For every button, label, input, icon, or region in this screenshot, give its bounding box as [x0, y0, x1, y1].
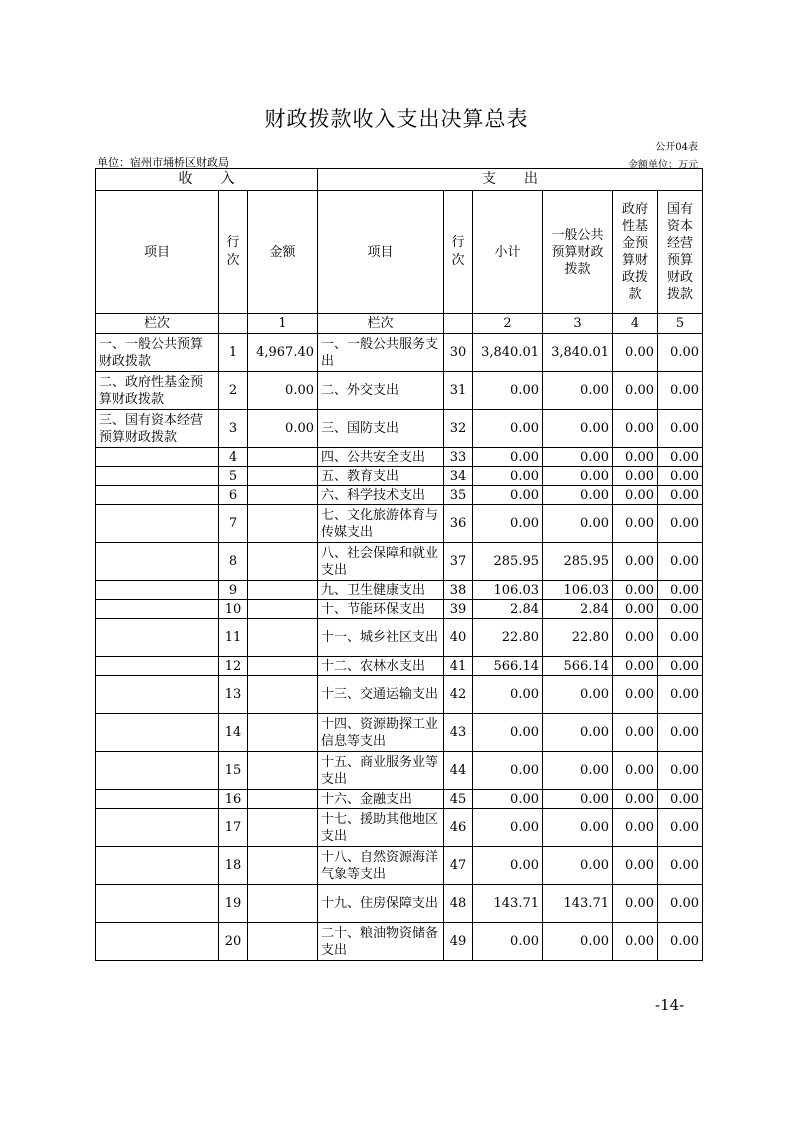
- expense-item: 十四、资源勘探工业信息等支出: [318, 714, 444, 752]
- income-line: 14: [219, 714, 248, 752]
- expense-line: 35: [444, 486, 473, 505]
- income-line: 12: [219, 657, 248, 676]
- expense-line-header: 行次: [444, 191, 473, 314]
- table-row: [96, 657, 703, 676]
- general-value: 0.00: [543, 410, 613, 448]
- expense-line: 33: [444, 448, 473, 467]
- income-item: [96, 809, 219, 847]
- income-item: [96, 752, 219, 790]
- income-line: 3: [219, 410, 248, 448]
- subtotal-value: 2.84: [473, 600, 543, 619]
- expense-item: 十一、城乡社区支出: [318, 619, 444, 657]
- income-amount: [248, 676, 318, 714]
- income-line: 6: [219, 486, 248, 505]
- income-line: 20: [219, 923, 248, 961]
- expense-item: 十五、商业服务业等支出: [318, 752, 444, 790]
- expense-line: 47: [444, 847, 473, 885]
- general-value: 0.00: [543, 923, 613, 961]
- income-line: 7: [219, 505, 248, 543]
- income-item: [96, 486, 219, 505]
- state-value: 0.00: [658, 923, 703, 961]
- subtotal-value: 0.00: [473, 809, 543, 847]
- general-value: 0.00: [543, 448, 613, 467]
- income-amount: [248, 885, 318, 923]
- fund-value: 0.00: [613, 923, 658, 961]
- state-value: 0.00: [658, 619, 703, 657]
- expense-item: 二、外交支出: [318, 372, 444, 410]
- income-item: [96, 619, 219, 657]
- income-amount: [248, 486, 318, 505]
- state-value: 0.00: [658, 657, 703, 676]
- subtotal-value: 0.00: [473, 505, 543, 543]
- general-value: 566.14: [543, 657, 613, 676]
- general-value: 0.00: [543, 809, 613, 847]
- income-amount: [248, 619, 318, 657]
- expense-line: 48: [444, 885, 473, 923]
- income-amount: [248, 714, 318, 752]
- table-row: [96, 543, 703, 581]
- general-budget-header: 一般公共预算财政拨款: [543, 191, 613, 314]
- subtotal-value: 0.00: [473, 847, 543, 885]
- subtotal-value: 0.00: [473, 467, 543, 486]
- state-value: 0.00: [658, 600, 703, 619]
- income-item: 三、国有资本经营预算财政拨款: [96, 410, 219, 448]
- state-value: 0.00: [658, 676, 703, 714]
- expense-item: 十七、援助其他地区支出: [318, 809, 444, 847]
- expense-item-header: 项目: [318, 191, 444, 314]
- expense-line: 34: [444, 467, 473, 486]
- income-item: [96, 467, 219, 486]
- state-value: 0.00: [658, 847, 703, 885]
- income-item: [96, 790, 219, 809]
- state-value: 0.00: [658, 505, 703, 543]
- state-capital-header: 国有资本经营预算财政拨款: [658, 191, 703, 314]
- expense-line: 43: [444, 714, 473, 752]
- table-row: [96, 372, 703, 410]
- subtotal-value: 0.00: [473, 372, 543, 410]
- income-line: 17: [219, 809, 248, 847]
- expense-line: 42: [444, 676, 473, 714]
- general-value: 106.03: [543, 581, 613, 600]
- income-amount: [248, 752, 318, 790]
- state-value: 0.00: [658, 790, 703, 809]
- income-line: 11: [219, 619, 248, 657]
- income-line: 16: [219, 790, 248, 809]
- expense-line: 39: [444, 600, 473, 619]
- fund-value: 0.00: [613, 676, 658, 714]
- table-row: [96, 600, 703, 619]
- subtotal-header: 小计: [473, 191, 543, 314]
- general-value: 143.71: [543, 885, 613, 923]
- expense-item: 十二、农林水支出: [318, 657, 444, 676]
- income-amount: [248, 467, 318, 486]
- expense-item: 四、公共安全支出: [318, 448, 444, 467]
- subtotal-value: 22.80: [473, 619, 543, 657]
- state-value: 0.00: [658, 410, 703, 448]
- fund-value: 0.00: [613, 885, 658, 923]
- expense-line: 45: [444, 790, 473, 809]
- subtotal-value: 0.00: [473, 752, 543, 790]
- income-amount: [248, 581, 318, 600]
- money-unit-label: 金额单位：万元: [628, 160, 698, 171]
- fund-value: 0.00: [613, 505, 658, 543]
- income-line: 9: [219, 581, 248, 600]
- expense-line: 31: [444, 372, 473, 410]
- state-value: 0.00: [658, 467, 703, 486]
- income-line: 15: [219, 752, 248, 790]
- general-value: 0.00: [543, 372, 613, 410]
- subtotal-value: 143.71: [473, 885, 543, 923]
- table-row: [96, 467, 703, 486]
- table-row: [96, 752, 703, 790]
- unit-label: 单位：宿州市埇桥区财政局: [97, 156, 229, 169]
- table-row: [96, 410, 703, 448]
- income-item: [96, 448, 219, 467]
- budget-table: [95, 168, 703, 961]
- income-item: [96, 847, 219, 885]
- subtotal-value: 0.00: [473, 676, 543, 714]
- income-item: [96, 581, 219, 600]
- general-value: 3,840.01: [543, 334, 613, 372]
- colnum-2: 2: [473, 314, 543, 334]
- expense-line: 36: [444, 505, 473, 543]
- income-line: 13: [219, 676, 248, 714]
- income-amount: [248, 790, 318, 809]
- income-line: 19: [219, 885, 248, 923]
- subtotal-value: 566.14: [473, 657, 543, 676]
- income-amount: [248, 600, 318, 619]
- subtotal-value: 0.00: [473, 486, 543, 505]
- table-row: [96, 619, 703, 657]
- income-amount: 0.00: [248, 410, 318, 448]
- expense-line: 30: [444, 334, 473, 372]
- income-item: [96, 885, 219, 923]
- page-number: -14-: [655, 996, 685, 1014]
- table-row: [96, 581, 703, 600]
- income-item: [96, 657, 219, 676]
- income-amount: [248, 923, 318, 961]
- state-value: 0.00: [658, 334, 703, 372]
- fund-value: 0.00: [613, 752, 658, 790]
- subtotal-value: 3,840.01: [473, 334, 543, 372]
- amount-header: 金额: [248, 191, 318, 314]
- subtotal-value: 285.95: [473, 543, 543, 581]
- colnum-empty-2: [444, 314, 473, 334]
- expense-line: 32: [444, 410, 473, 448]
- expense-item: 九、卫生健康支出: [318, 581, 444, 600]
- state-value: 0.00: [658, 714, 703, 752]
- colnum-4: 4: [613, 314, 658, 334]
- income-line: 4: [219, 448, 248, 467]
- income-item: [96, 714, 219, 752]
- general-value: 22.80: [543, 619, 613, 657]
- fund-value: 0.00: [613, 714, 658, 752]
- table-row: [96, 847, 703, 885]
- expense-item: 十九、住房保障支出: [318, 885, 444, 923]
- general-value: 285.95: [543, 543, 613, 581]
- fund-value: 0.00: [613, 657, 658, 676]
- income-item: [96, 923, 219, 961]
- fund-value: 0.00: [613, 619, 658, 657]
- fund-value: 0.00: [613, 410, 658, 448]
- expense-line: 38: [444, 581, 473, 600]
- fund-value: 0.00: [613, 847, 658, 885]
- income-section-header: 收 入: [96, 169, 318, 191]
- state-value: 0.00: [658, 486, 703, 505]
- fund-value: 0.00: [613, 467, 658, 486]
- income-item: [96, 543, 219, 581]
- colnum-label: 栏次: [96, 314, 219, 334]
- state-value: 0.00: [658, 372, 703, 410]
- expense-item: 十八、自然资源海洋气象等支出: [318, 847, 444, 885]
- income-amount: [248, 847, 318, 885]
- income-amount: [248, 657, 318, 676]
- income-item: 二、政府性基金预算财政拨款: [96, 372, 219, 410]
- expense-line: 41: [444, 657, 473, 676]
- expense-item: 七、文化旅游体育与传媒支出: [318, 505, 444, 543]
- table-row: [96, 790, 703, 809]
- income-line: 10: [219, 600, 248, 619]
- income-line: 8: [219, 543, 248, 581]
- income-line: 5: [219, 467, 248, 486]
- table-row: [96, 448, 703, 467]
- table-row: [96, 334, 703, 372]
- fund-value: 0.00: [613, 334, 658, 372]
- income-line-header: 行次: [219, 191, 248, 314]
- subtotal-value: 106.03: [473, 581, 543, 600]
- state-value: 0.00: [658, 752, 703, 790]
- income-line: 2: [219, 372, 248, 410]
- income-line: 18: [219, 847, 248, 885]
- income-line: 1: [219, 334, 248, 372]
- general-value: 0.00: [543, 790, 613, 809]
- expense-line: 37: [444, 543, 473, 581]
- fund-value: 0.00: [613, 600, 658, 619]
- general-value: 0.00: [543, 714, 613, 752]
- fund-budget-header: 政府性基金预算财政拨款: [613, 191, 658, 314]
- income-item-header: 项目: [96, 191, 219, 314]
- colnum-3: 3: [543, 314, 613, 334]
- income-amount: [248, 448, 318, 467]
- fund-value: 0.00: [613, 581, 658, 600]
- table-row: [96, 505, 703, 543]
- expense-item: 八、社会保障和就业支出: [318, 543, 444, 581]
- colnum-empty: [219, 314, 248, 334]
- colnum-label-2: 栏次: [318, 314, 444, 334]
- income-amount: [248, 809, 318, 847]
- general-value: 2.84: [543, 600, 613, 619]
- expense-item: 十三、交通运输支出: [318, 676, 444, 714]
- income-item: [96, 505, 219, 543]
- expense-section-header: 支 出: [318, 169, 703, 191]
- fund-value: 0.00: [613, 486, 658, 505]
- colnum-5: 5: [658, 314, 703, 334]
- income-amount: [248, 505, 318, 543]
- income-item: [96, 676, 219, 714]
- table-row: [96, 885, 703, 923]
- expense-line: 40: [444, 619, 473, 657]
- general-value: 0.00: [543, 847, 613, 885]
- expense-item: 六、科学技术支出: [318, 486, 444, 505]
- income-item: [96, 600, 219, 619]
- table-row: [96, 923, 703, 961]
- fund-value: 0.00: [613, 448, 658, 467]
- fund-value: 0.00: [613, 543, 658, 581]
- state-value: 0.00: [658, 581, 703, 600]
- general-value: 0.00: [543, 752, 613, 790]
- fund-value: 0.00: [613, 809, 658, 847]
- state-value: 0.00: [658, 809, 703, 847]
- state-value: 0.00: [658, 885, 703, 923]
- expense-item: 三、国防支出: [318, 410, 444, 448]
- expense-item: 二十、粮油物资储备支出: [318, 923, 444, 961]
- expense-item: 五、教育支出: [318, 467, 444, 486]
- table-row: [96, 676, 703, 714]
- income-amount: [248, 543, 318, 581]
- table-row: [96, 714, 703, 752]
- income-item: 一、一般公共预算财政拨款: [96, 334, 219, 372]
- expense-item: 十六、金融支出: [318, 790, 444, 809]
- income-amount: 4,967.40: [248, 334, 318, 372]
- general-value: 0.00: [543, 676, 613, 714]
- colnum-1: 1: [248, 314, 318, 334]
- general-value: 0.00: [543, 505, 613, 543]
- fund-value: 0.00: [613, 372, 658, 410]
- table-row: [96, 809, 703, 847]
- state-value: 0.00: [658, 543, 703, 581]
- state-value: 0.00: [658, 448, 703, 467]
- table-row: [96, 486, 703, 505]
- subtotal-value: 0.00: [473, 448, 543, 467]
- expense-line: 49: [444, 923, 473, 961]
- general-value: 0.00: [543, 467, 613, 486]
- page-title: 财政拨款收入支出决算总表: [264, 107, 529, 131]
- expense-line: 46: [444, 809, 473, 847]
- expense-line: 44: [444, 752, 473, 790]
- expense-item: 十、节能环保支出: [318, 600, 444, 619]
- subtotal-value: 0.00: [473, 790, 543, 809]
- subtotal-value: 0.00: [473, 923, 543, 961]
- fund-value: 0.00: [613, 790, 658, 809]
- subtotal-value: 0.00: [473, 410, 543, 448]
- form-number: 公开04表: [655, 142, 698, 153]
- income-amount: 0.00: [248, 372, 318, 410]
- subtotal-value: 0.00: [473, 714, 543, 752]
- expense-item: 一、一般公共服务支出: [318, 334, 444, 372]
- general-value: 0.00: [543, 486, 613, 505]
